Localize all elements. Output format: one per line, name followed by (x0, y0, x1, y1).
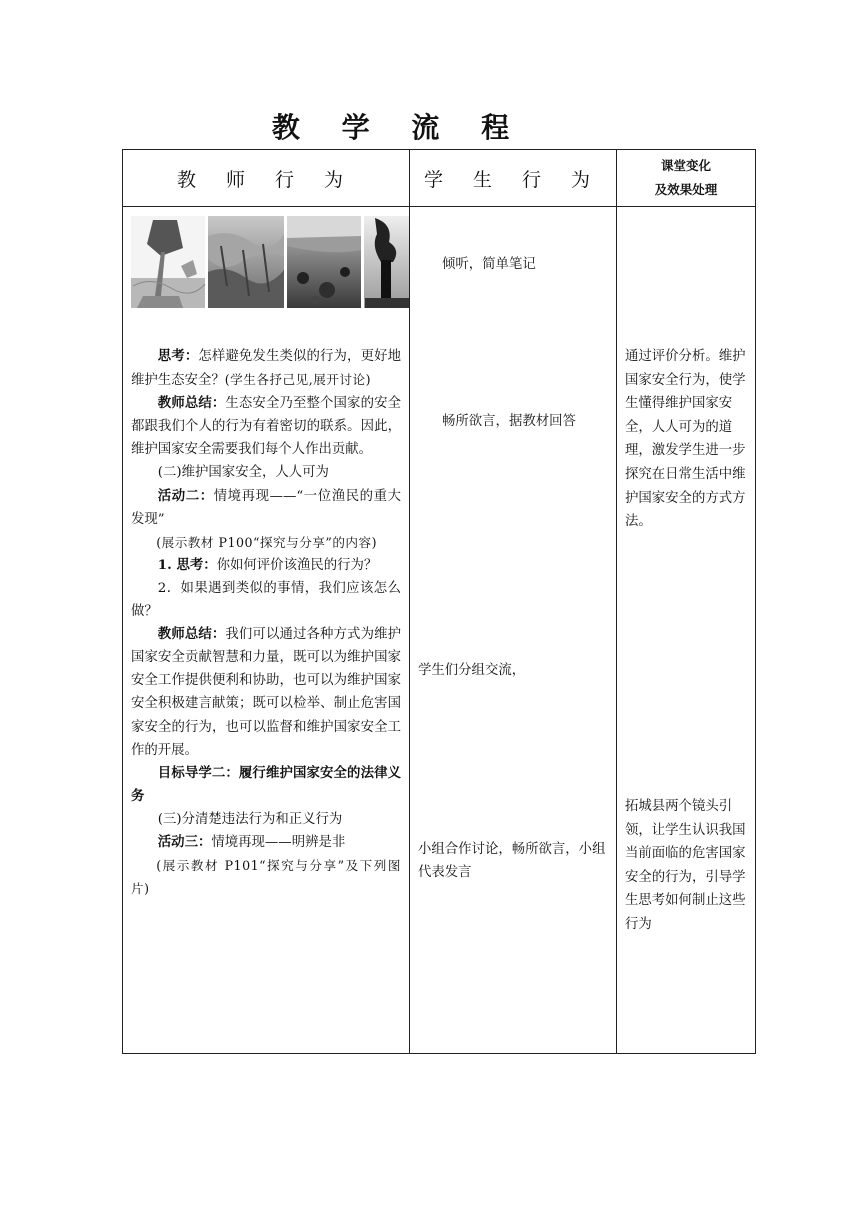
summary2-label: 教师总结： (157, 626, 226, 643)
activity3-text: 情境再现——明辨是非 (211, 834, 346, 850)
activity2-paragraph (131, 485, 401, 531)
header-teacher-cell (123, 150, 410, 207)
activity2-label: 活动二： (157, 487, 214, 504)
activity3-paragraph (131, 831, 401, 854)
student-action-3: 学生们分组交流， (418, 663, 526, 678)
summary2-text: 我们可以通过各种方式为维护国家安全贡献智慧和力量，既可以为维护国家安全工作提供便利和协助，也可以为维护国家安全积极建言献策；既可以检举、制止危害国家安全的行为，也可以监督和维护国家安全工作的开展。 (131, 627, 402, 758)
summary1-paragraph (131, 392, 401, 461)
effect-note-1: 通过评价分析。维护国家安全行为，使学生懂得维护国家安全，人人可为的道理，激发学生进一步探究在日常生活中维护国家安全的方式方法。 (625, 349, 746, 530)
smokestack-image (364, 216, 409, 308)
think-note: (学生各抒己见,展开讨论) (224, 372, 372, 388)
activity2-text: 情境再现——“一位渔民的重大发现” (131, 488, 401, 527)
summary2-paragraph (131, 623, 401, 762)
think-text: 怎样避免发生类似的行为，更好地维护生态安全？ (131, 349, 402, 389)
activity3-label: 活动三： (157, 833, 212, 850)
header-row (123, 150, 756, 207)
header-effect-line1: 课堂变化 (660, 158, 711, 173)
student-action-2: 畅所欲言，据教材回答 (442, 414, 576, 429)
summary1-label: 教师总结： (157, 395, 226, 412)
effect-cell (617, 207, 756, 1054)
student-action-4: 小组合作讨论，畅所欲言，小组代表发言 (418, 842, 606, 880)
header-student: 学 生 行 为 (423, 168, 603, 191)
think-label: 思考： (157, 348, 199, 364)
question1-label: 1. 思考： (157, 556, 217, 573)
summary1-text: 生态安全乃至整个国家的安全都跟我们个人的行为有着密切的联系。因此，维护国家安全需要我们每个人作出贡献。 (131, 396, 402, 458)
show2-paragraph: (展示教材 P101“探究与分享”及下列图片) (131, 858, 401, 897)
eroded-land-image (208, 216, 284, 308)
section3-heading: (三)分清楚违法行为和正义行为 (157, 811, 343, 827)
header-effect-cell (617, 150, 756, 207)
polluted-shore-image (287, 216, 361, 308)
lesson-flow-table (122, 149, 756, 1054)
goal2-heading: 目标导学二：履行维护国家安全的法律义务 (131, 764, 401, 804)
page-title: 教 学 流 程 (271, 111, 526, 144)
content-row (123, 207, 756, 1054)
header-teacher: 教 师 行 为 (176, 168, 356, 191)
question2-paragraph: 2．如果遇到类似的事情，我们应该怎么做？ (131, 580, 401, 620)
header-student-cell (410, 150, 617, 207)
section2-heading: (二)维护国家安全，人人可为 (157, 465, 329, 481)
effect-note-2: 拓城县两个镜头引领，让学生认识我国当前面临的危害国家安全的行为，引导学生思考如何制止这些行为 (625, 799, 746, 932)
student-cell (410, 207, 617, 1054)
environment-images (131, 216, 409, 308)
question1-paragraph (131, 554, 401, 577)
show1-paragraph: (展示教材 P100“探究与分享”的内容) (156, 534, 378, 550)
teacher-cell (123, 207, 410, 1054)
question1-text: 你如何评价该渔民的行为？ (216, 557, 378, 573)
teacher-content (131, 345, 401, 900)
think-paragraph (131, 345, 401, 392)
axe-stump-image (131, 216, 205, 308)
student-action-1: 倾听，简单笔记 (442, 257, 536, 272)
header-effect-line2: 及效果处理 (654, 182, 718, 197)
